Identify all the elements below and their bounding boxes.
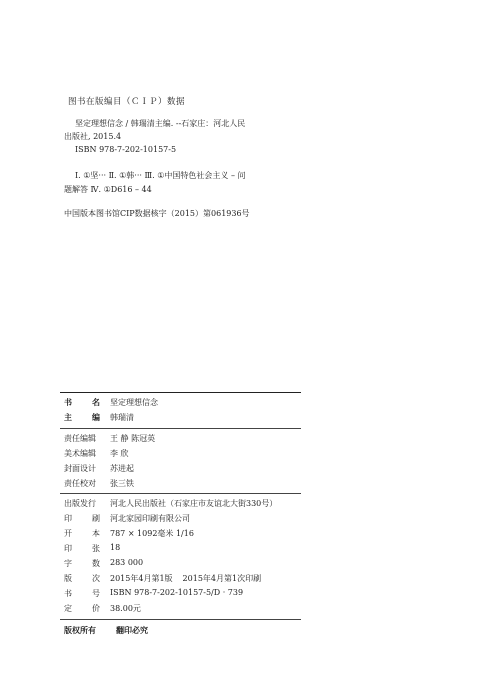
price-row: 定 价 38.00元: [64, 604, 141, 613]
cip-line-classification-cont: 题解答 Ⅳ. ①D616 – 44: [64, 185, 152, 194]
word-count-row: 字 数 283 000: [64, 558, 144, 568]
copyright-footer: [64, 625, 148, 636]
cip-line-isbn: ISBN 978-7-202-10157-5: [75, 145, 177, 154]
sheets-row: 印 张 18: [64, 543, 121, 553]
cover-design-row: 封面设计 苏进起: [64, 464, 134, 473]
book-name-row: 书 名 坚定理想信念: [64, 398, 158, 407]
divider: [60, 619, 301, 620]
art-editor-row: 美术编辑 李 欣: [64, 449, 129, 458]
cip-line-catalog-number: 中国版本图书馆CIP数据核字（2015）第061936号: [64, 209, 250, 218]
no-reproduction: 翻印必究: [116, 626, 148, 635]
responsible-editors-row: 责任编辑 王 静 陈冠英: [64, 434, 156, 443]
proofreader-row: 责任校对 张三铁: [64, 479, 134, 488]
cip-line-1: 坚定理想信念 / 韩瑞清主编. --石家庄：河北人民: [75, 119, 246, 128]
all-rights-reserved: 版权所有: [64, 626, 96, 635]
cip-line-2: 出版社, 2015.4: [64, 132, 122, 141]
divider: [60, 428, 301, 429]
edition-row: 版 次 2015年4月第1版 2015年4月第1次印刷: [64, 574, 262, 583]
cip-title: 图书在版编目（ＣＩＰ）数据: [68, 97, 186, 107]
publisher-row: 出版发行 河北人民出版社（石家庄市友谊北大街330号）: [64, 499, 278, 508]
isbn-row: 书 号 ISBN 978-7-202-10157-5/D · 739: [64, 588, 244, 598]
cip-line-classification: Ⅰ. ①坚··· Ⅱ. ①韩··· Ⅲ. ①中国特色社会主义 – 问: [75, 171, 246, 180]
format-row: 开 本 787 × 1092毫米 1/16: [64, 529, 194, 538]
printer-row: 印 刷 河北家园印刷有限公司: [64, 514, 190, 523]
divider: [60, 493, 301, 494]
divider: [60, 392, 301, 393]
editor-row: 主 编 韩瑞清: [64, 413, 134, 422]
